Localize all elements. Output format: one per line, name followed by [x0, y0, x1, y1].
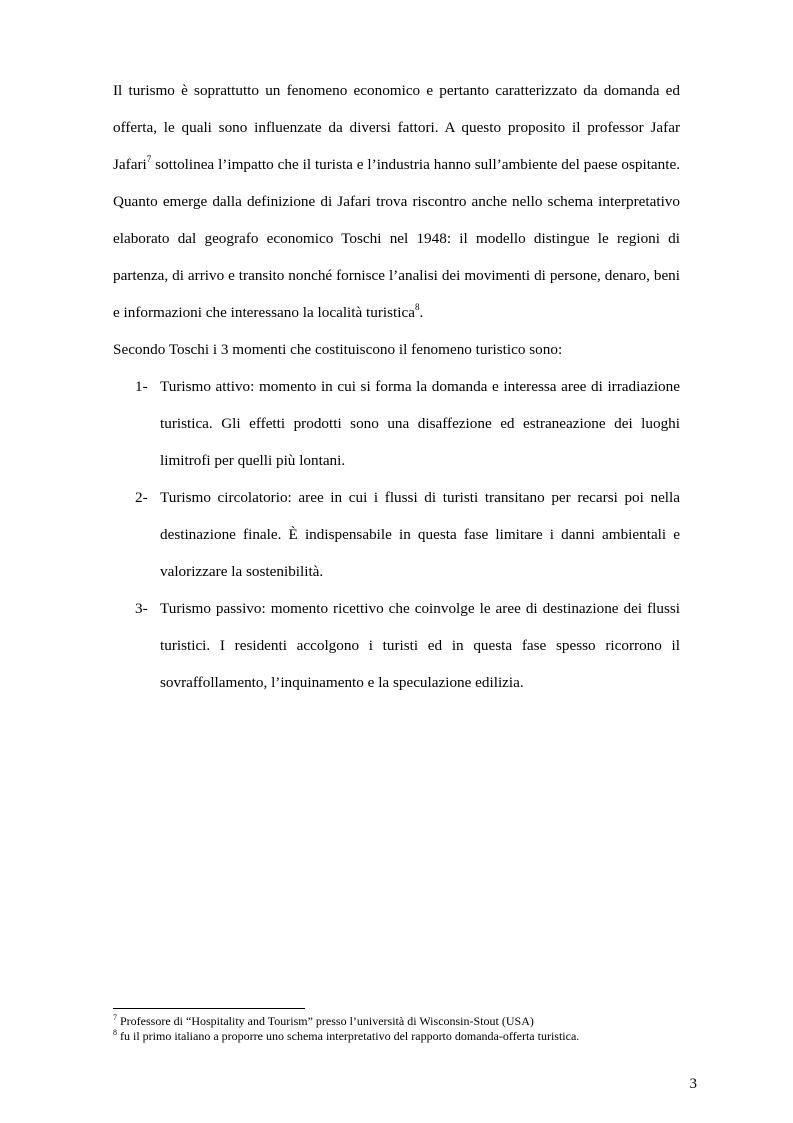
footnote-text: Professore di “Hospitality and Tourism” presso l’università di Wisconsin-Stout (USA): [117, 1014, 534, 1028]
footnotes: [113, 1014, 693, 1044]
list-item-text: Turismo passivo: momento ricettivo che coinvolge le aree di destinazione dei flussi turistici. I residenti accolgono i turisti ed in questa fase spesso ricorrono il sovraffollamento, l’inquinamento e la speculazione edilizia.: [160, 600, 680, 691]
footnote-mark-8: 8: [113, 1028, 117, 1037]
footnote-8: [113, 1029, 693, 1044]
footnote-7: [113, 1014, 693, 1029]
paragraph-intro-text-end: .: [419, 304, 424, 321]
list-item-number: 2-: [135, 489, 148, 506]
footnote-ref-8[interactable]: 8: [414, 302, 420, 312]
paragraph-intro-text-middle: sottolinea l’impatto che il turista e l’industria hanno sull’ambiente del paese ospitante. Quanto emerge dalla definizione di Jafari trova riscontro anche nello schema interpretativo elaborato dal geografo economico Toschi nel 1948: il modello distingue le regioni di partenza, di arrivo e transito nonché fornisce l’analisi dei movimenti di persone, denaro, beni e informazioni che interessano la località turistica: [113, 156, 680, 321]
footnote-mark-7: 7: [113, 1013, 117, 1022]
list-item-text: Turismo attivo: momento in cui si forma la domanda e interessa aree di irradiazione turistica. Gli effetti prodotti sono una disaffezione ed estraneazione dei luoghi limitrofi per quelli più lontani.: [160, 378, 680, 469]
paragraph-intro-text-start: Il turismo è soprattutto un fenomeno economico e pertanto caratterizzato da domanda ed offerta, le quali sono influenzate da diversi fattori. A questo proposito il professor Jafar Jafari: [113, 82, 680, 173]
paragraph-intro: [113, 72, 680, 331]
list-item-text: Turismo circolatorio: aree in cui i flussi di turisti transitano per recarsi poi nella destinazione finale. È indispensabile in questa fase limitare i danni ambientali e valorizzare la sostenibilità.: [160, 489, 680, 580]
list-item: [113, 368, 680, 479]
footnote-text: fu il primo italiano a proporre uno schema interpretativo del rapporto domanda-offerta turistica.: [117, 1029, 580, 1043]
list-item: [113, 590, 680, 701]
list-item-number: 3-: [135, 600, 148, 617]
body-text: [113, 72, 680, 701]
footnote-ref-7[interactable]: 7: [146, 154, 152, 164]
list-item: [113, 479, 680, 590]
footnote-separator: [113, 1008, 305, 1009]
page-number: 3: [689, 1076, 697, 1092]
tourism-moments-list: [113, 368, 680, 701]
list-item-number: 1-: [135, 378, 148, 395]
paragraph-list-intro: Secondo Toschi i 3 momenti che costituiscono il fenomeno turistico sono:: [113, 341, 563, 358]
